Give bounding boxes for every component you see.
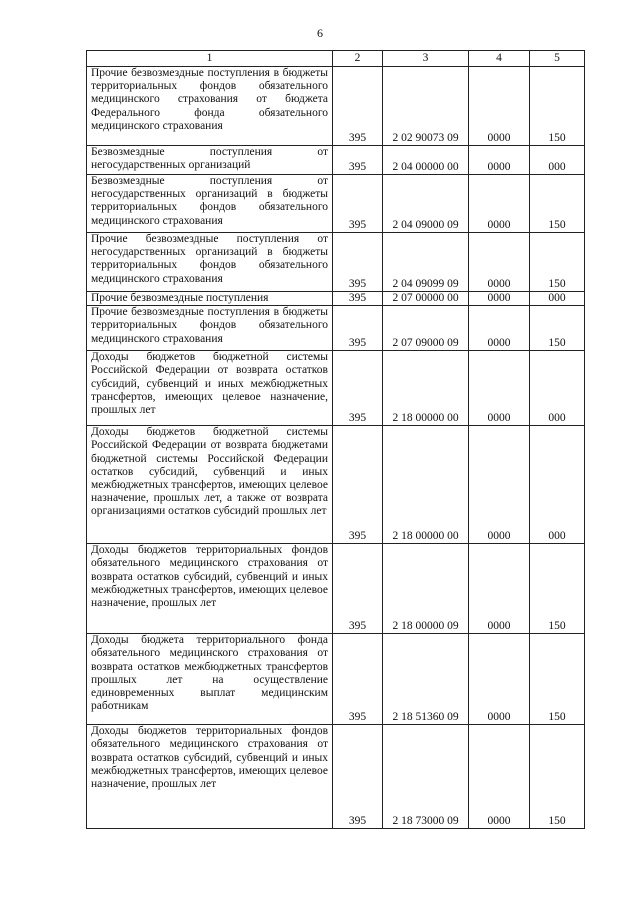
row-analytic-code: 000 bbox=[530, 146, 585, 175]
table-row bbox=[87, 544, 585, 634]
table-row bbox=[87, 233, 585, 292]
row-admin-code: 395 bbox=[333, 351, 383, 426]
row-admin-code: 395 bbox=[333, 544, 383, 634]
row-subtype-code: 0000 bbox=[469, 175, 530, 233]
table-row bbox=[87, 351, 585, 426]
row-revenue-code: 2 04 09099 09 bbox=[383, 233, 469, 292]
row-subtype-code: 0000 bbox=[469, 634, 530, 725]
row-description: Безвозмездные поступления от негосударственных организаций в бюджеты территориальных фондов обязательного медицинского страхования bbox=[87, 175, 333, 233]
row-description: Доходы бюджетов территориальных фондов обязательного медицинского страхования от возврата остатков субсидий, субвенций и иных межбюджетных трансфертов, имеющих целевое назначение, прошлых лет bbox=[87, 544, 333, 634]
row-revenue-code: 2 07 09000 09 bbox=[383, 306, 469, 351]
row-admin-code: 395 bbox=[333, 175, 383, 233]
column-header-1: 1 bbox=[87, 51, 333, 67]
row-revenue-code: 2 18 51360 09 bbox=[383, 634, 469, 725]
table-row bbox=[87, 306, 585, 351]
row-analytic-code: 000 bbox=[530, 292, 585, 306]
row-revenue-code: 2 02 90073 09 bbox=[383, 67, 469, 146]
row-revenue-code: 2 18 00000 00 bbox=[383, 351, 469, 426]
row-subtype-code: 0000 bbox=[469, 292, 530, 306]
row-analytic-code: 150 bbox=[530, 233, 585, 292]
row-analytic-code: 000 bbox=[530, 351, 585, 426]
table-row bbox=[87, 67, 585, 146]
table-row bbox=[87, 175, 585, 233]
column-header-3: 3 bbox=[383, 51, 469, 67]
row-admin-code: 395 bbox=[333, 233, 383, 292]
row-revenue-code: 2 04 09000 09 bbox=[383, 175, 469, 233]
row-subtype-code: 0000 bbox=[469, 426, 530, 544]
row-analytic-code: 150 bbox=[530, 725, 585, 829]
row-description: Прочие безвозмездные поступления от негосударственных организаций в бюджеты территориальных фондов обязательного медицинского страхования bbox=[87, 233, 333, 292]
table-row bbox=[87, 725, 585, 829]
row-description: Прочие безвозмездные поступления в бюджеты территориальных фондов обязательного медицинского страхования от бюджета Федерального фонда обязательного медицинского страхования bbox=[87, 67, 333, 146]
row-admin-code: 395 bbox=[333, 146, 383, 175]
row-subtype-code: 0000 bbox=[469, 725, 530, 829]
table-row bbox=[87, 146, 585, 175]
row-analytic-code: 150 bbox=[530, 67, 585, 146]
row-subtype-code: 0000 bbox=[469, 233, 530, 292]
row-description: Доходы бюджета территориального фонда обязательного медицинского страхования от возврата остатков межбюджетных трансфертов прошлых лет на осуществление единовременных выплат медицинским работникам bbox=[87, 634, 333, 725]
row-revenue-code: 2 07 00000 00 bbox=[383, 292, 469, 306]
row-analytic-code: 000 bbox=[530, 426, 585, 544]
row-description: Прочие безвозмездные поступления в бюджеты территориальных фондов обязательного медицинского страхования bbox=[87, 306, 333, 351]
row-admin-code: 395 bbox=[333, 292, 383, 306]
row-description: Безвозмездные поступления от негосударственных организаций bbox=[87, 146, 333, 175]
row-subtype-code: 0000 bbox=[469, 351, 530, 426]
table-row bbox=[87, 292, 585, 306]
row-subtype-code: 0000 bbox=[469, 146, 530, 175]
row-analytic-code: 150 bbox=[530, 175, 585, 233]
column-header-5: 5 bbox=[530, 51, 585, 67]
row-description: Доходы бюджетов бюджетной системы Российской Федерации от возврата остатков субсидий, субвенций и иных межбюджетных трансфертов, имеющих целевое назначение, прошлых лет bbox=[87, 351, 333, 426]
row-subtype-code: 0000 bbox=[469, 67, 530, 146]
column-header-4: 4 bbox=[469, 51, 530, 67]
row-subtype-code: 0000 bbox=[469, 544, 530, 634]
row-admin-code: 395 bbox=[333, 67, 383, 146]
page-number: 6 bbox=[317, 26, 323, 40]
row-admin-code: 395 bbox=[333, 725, 383, 829]
row-revenue-code: 2 18 73000 09 bbox=[383, 725, 469, 829]
row-admin-code: 395 bbox=[333, 634, 383, 725]
row-revenue-code: 2 18 00000 00 bbox=[383, 426, 469, 544]
table-row bbox=[87, 426, 585, 544]
table-row bbox=[87, 634, 585, 725]
row-analytic-code: 150 bbox=[530, 544, 585, 634]
row-revenue-code: 2 18 00000 09 bbox=[383, 544, 469, 634]
row-admin-code: 395 bbox=[333, 306, 383, 351]
table-header-row bbox=[87, 51, 585, 67]
row-analytic-code: 150 bbox=[530, 306, 585, 351]
row-admin-code: 395 bbox=[333, 426, 383, 544]
revenue-classification-table bbox=[86, 50, 585, 829]
row-description: Доходы бюджетов территориальных фондов обязательного медицинского страхования от возврата остатков субсидий, субвенций и иных межбюджетных трансфертов, имеющих целевое назначение, прошлых лет bbox=[87, 725, 333, 829]
row-description: Прочие безвозмездные поступления bbox=[87, 292, 333, 306]
row-subtype-code: 0000 bbox=[469, 306, 530, 351]
row-analytic-code: 150 bbox=[530, 634, 585, 725]
row-revenue-code: 2 04 00000 00 bbox=[383, 146, 469, 175]
row-description: Доходы бюджетов бюджетной системы Российской Федерации от возврата бюджетами бюджетной системы Российской Федерации остатков субсидий, субвенций и иных межбюджетных трансфертов, имеющих целевое назначение, прошлых лет, а также от возврата организациями остатков субсидий прошлых лет bbox=[87, 426, 333, 544]
column-header-2: 2 bbox=[333, 51, 383, 67]
